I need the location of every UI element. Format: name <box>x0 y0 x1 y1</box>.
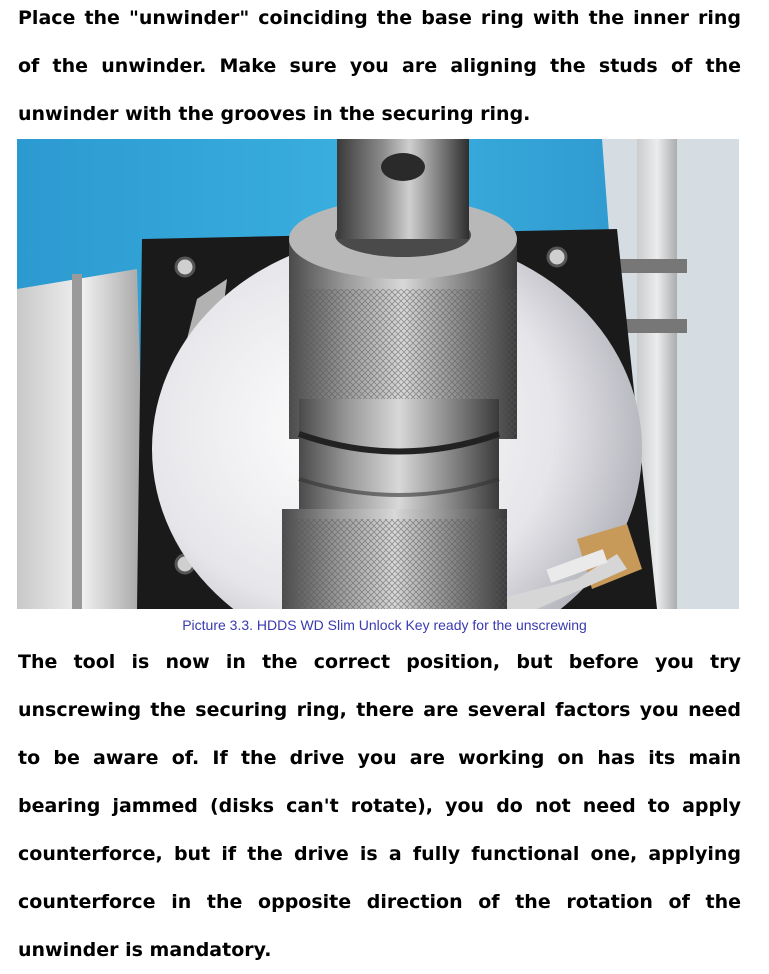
body-paragraph: The tool is now in the correct position, but before you try unscrewing the securing ring, there are several factors you need to be aware of. If the drive you are working on has its main bearing jammed (disks can't rotate), you do not need to apply counterforce, but if the drive is a fully functional one, applying counterforce in the opposite direction of the rotation of the unwinder is mandatory. <box>18 651 741 961</box>
figure-caption: Picture 3.3. HDDS WD Slim Unlock Key ready for the unscrewing <box>182 617 587 633</box>
intro-paragraph: Place the "unwinder" coinciding the base ring with the inner ring of the unwinder. Make sure you are aligning the studs of the unwinder with the grooves in the securing ring. <box>18 7 741 125</box>
hdd-unwinder-photo <box>17 139 739 609</box>
photo-illustration <box>17 139 739 609</box>
